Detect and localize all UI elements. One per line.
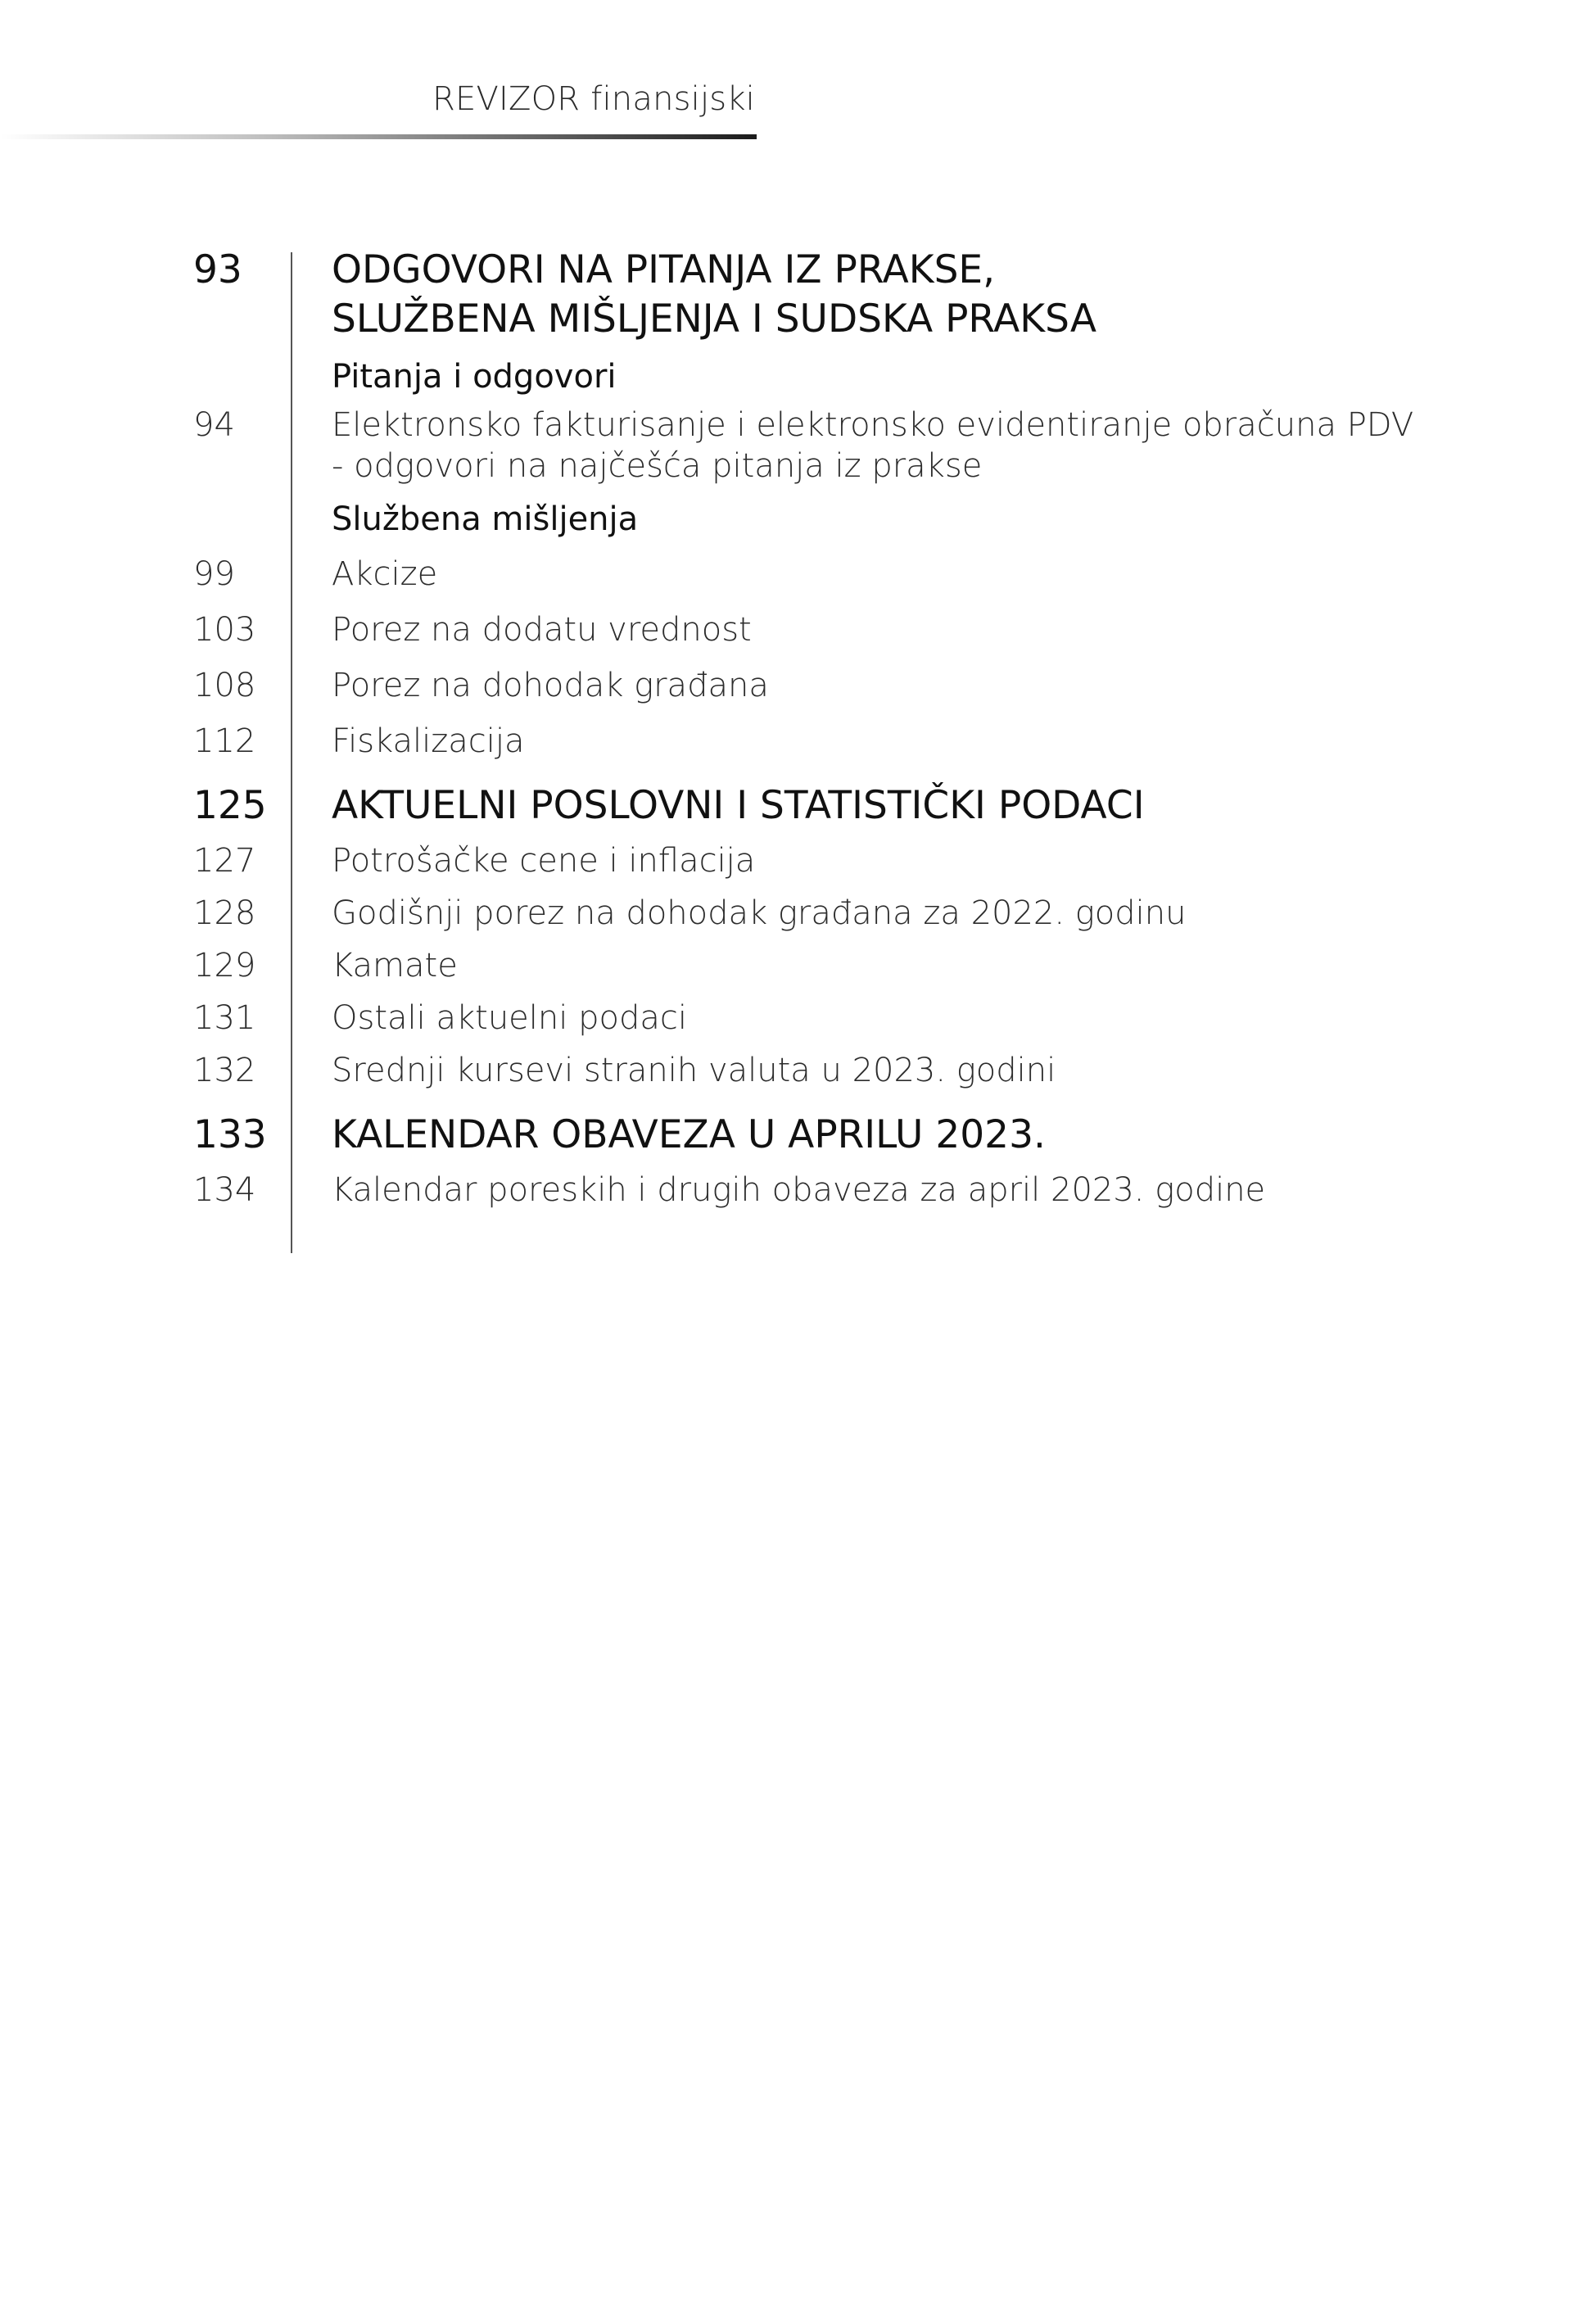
toc-entry[interactable]	[193, 405, 1422, 487]
toc-entry-title: Akcize	[332, 555, 438, 593]
toc-subheading	[193, 355, 1422, 398]
toc-entry-page: 131	[193, 999, 256, 1037]
toc-entry-page: 99	[193, 555, 235, 593]
toc-section-page: 93	[193, 247, 242, 292]
toc-section-page: 133	[193, 1112, 267, 1157]
toc-entry-title: Ostali aktuelni podaci	[332, 999, 687, 1037]
toc-subheading	[193, 498, 1422, 541]
toc-subheading-title: Službena mišljenja	[332, 500, 639, 538]
toc-entry[interactable]	[193, 721, 1422, 762]
toc-entry[interactable]	[193, 893, 1422, 934]
toc-entry[interactable]	[193, 554, 1422, 595]
toc-entry-title-line-1: Elektronsko fakturisanje i elektronsko evidentiranje obračuna PDV	[332, 406, 1414, 444]
toc-subheading-title: Pitanja i odgovori	[332, 358, 617, 396]
toc-entry-page: 108	[193, 667, 256, 704]
toc-section-1[interactable]	[193, 246, 1422, 344]
toc-entry-page: 127	[193, 842, 256, 880]
toc-entry[interactable]	[193, 1050, 1422, 1091]
toc-entry-title: Porez na dodatu vrednost	[332, 611, 752, 649]
toc-entry-title: Srednji kursevi stranih valuta u 2023. godini	[332, 1052, 1056, 1089]
toc-entry-page: 128	[193, 894, 256, 932]
toc-entry-title-line-2: - odgovori na najčešća pitanja iz prakse	[332, 447, 983, 485]
toc-entry-page: 129	[193, 947, 256, 984]
toc-entry-title: Porez na dohodak građana	[332, 667, 769, 704]
toc-entry[interactable]	[193, 665, 1422, 706]
toc-entry[interactable]	[193, 840, 1422, 881]
toc-section-2[interactable]	[193, 781, 1422, 831]
toc-entry-title: Godišnji porez na dohodak građana za 2022. godinu	[332, 894, 1187, 932]
toc-entry[interactable]	[193, 998, 1422, 1039]
toc-section-title-line-1: ODGOVORI NA PITANJA IZ PRAKSE,	[332, 247, 996, 292]
toc-section-title: KALENDAR OBAVEZA U APRILU 2023.	[332, 1112, 1046, 1157]
table-of-contents	[193, 246, 1422, 1211]
toc-entry-title: Potrošačke cene i inflacija	[332, 842, 756, 880]
toc-section-title	[332, 246, 1422, 344]
toc-entry[interactable]	[193, 945, 1422, 986]
toc-entry[interactable]	[193, 1170, 1422, 1211]
toc-entry-title: Kalendar poreskih i drugih obaveza za april 2023. godine	[332, 1171, 1266, 1209]
publication-title: REVIZOR finansijski	[432, 80, 755, 118]
toc-section-page: 125	[193, 783, 267, 828]
toc-entry-page: 94	[193, 406, 235, 444]
toc-entry[interactable]	[193, 609, 1422, 650]
toc-section-3[interactable]	[193, 1111, 1422, 1160]
toc-entry-title	[332, 405, 1422, 487]
toc-entry-page: 112	[193, 722, 256, 760]
toc-entry-title: Fiskalizacija	[332, 722, 525, 760]
toc-entry-page: 103	[193, 611, 256, 649]
toc-entry-page: 132	[193, 1052, 256, 1089]
header-rule	[0, 134, 757, 139]
running-header	[0, 80, 757, 146]
toc-entry-title: Kamate	[332, 947, 458, 984]
toc-entry-page: 134	[193, 1171, 256, 1209]
toc-section-title: AKTUELNI POSLOVNI I STATISTIČKI PODACI	[332, 783, 1145, 828]
toc-section-title-line-2: SLUŽBENA MIŠLJENJA I SUDSKA PRAKSA	[332, 296, 1096, 342]
